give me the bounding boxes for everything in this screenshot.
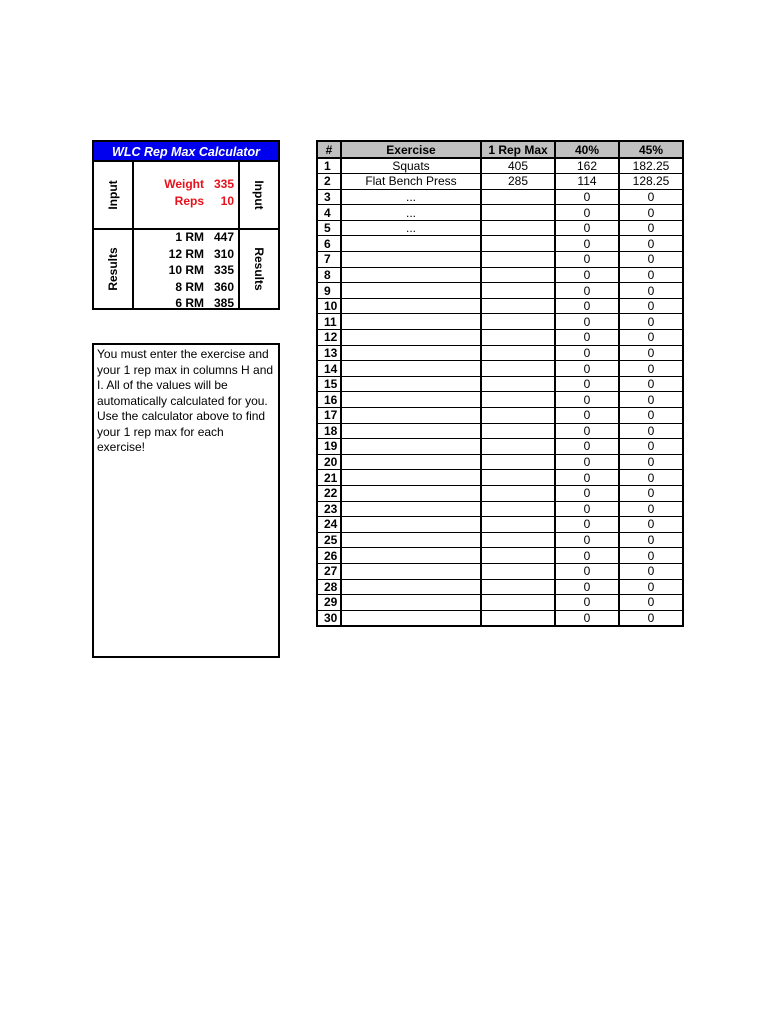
header-45-percent: 45% (619, 141, 683, 158)
row-number-cell: 12 (317, 330, 341, 346)
instructions-note: You must enter the exercise and your 1 rep max in columns H and I. All of the values will be automatically calculated for you. Use the calculator above to find your 1 rep max for each exercise! (92, 343, 280, 658)
percent-40-cell: 162 (555, 158, 619, 174)
one-rep-max-cell[interactable] (481, 189, 555, 205)
row-number-cell: 14 (317, 361, 341, 377)
percent-40-cell: 0 (555, 610, 619, 626)
one-rep-max-cell[interactable] (481, 345, 555, 361)
exercise-cell[interactable]: ... (341, 220, 481, 236)
row-number-cell: 27 (317, 563, 341, 579)
row-number-cell: 15 (317, 376, 341, 392)
results-side-right (238, 230, 278, 308)
one-rep-max-cell[interactable] (481, 392, 555, 408)
row-number-cell: 17 (317, 408, 341, 424)
exercise-cell[interactable] (341, 532, 481, 548)
percent-40-cell: 0 (555, 532, 619, 548)
result-row (134, 229, 238, 246)
one-rep-max-cell[interactable] (481, 408, 555, 424)
result-label: 10 RM (168, 263, 204, 277)
input-side-label-left: Input (106, 180, 120, 210)
exercise-cell[interactable] (341, 548, 481, 564)
exercise-cell[interactable] (341, 595, 481, 611)
exercise-cell[interactable] (341, 439, 481, 455)
one-rep-max-cell[interactable] (481, 517, 555, 533)
exercise-cell[interactable]: Flat Bench Press (341, 174, 481, 190)
table-row (317, 439, 683, 455)
table-body (317, 158, 683, 626)
table-row (317, 283, 683, 299)
exercise-cell[interactable] (341, 361, 481, 377)
table-row (317, 205, 683, 221)
percent-45-cell: 0 (619, 267, 683, 283)
table-row (317, 189, 683, 205)
one-rep-max-cell[interactable] (481, 283, 555, 299)
percent-40-cell: 0 (555, 595, 619, 611)
one-rep-max-cell[interactable] (481, 376, 555, 392)
exercise-cell[interactable] (341, 314, 481, 330)
percent-45-cell: 0 (619, 345, 683, 361)
percent-45-cell: 0 (619, 563, 683, 579)
row-number-cell: 24 (317, 517, 341, 533)
percent-40-cell: 0 (555, 298, 619, 314)
percent-45-cell: 0 (619, 376, 683, 392)
percent-45-cell: 0 (619, 408, 683, 424)
row-number-cell: 2 (317, 174, 341, 190)
percent-40-cell: 0 (555, 501, 619, 517)
table-row (317, 267, 683, 283)
percent-40-cell: 0 (555, 423, 619, 439)
exercise-cell[interactable] (341, 376, 481, 392)
one-rep-max-cell[interactable] (481, 548, 555, 564)
exercise-cell[interactable] (341, 236, 481, 252)
percent-45-cell: 0 (619, 314, 683, 330)
table-row (317, 361, 683, 377)
row-number-cell: 7 (317, 252, 341, 268)
percent-45-cell: 0 (619, 298, 683, 314)
result-rows (134, 229, 238, 312)
reps-label: Reps (174, 193, 204, 208)
row-number-cell: 22 (317, 485, 341, 501)
percent-40-cell: 0 (555, 563, 619, 579)
table-row (317, 345, 683, 361)
result-value: 360 (213, 279, 234, 294)
exercise-cell[interactable] (341, 454, 481, 470)
exercise-cell[interactable] (341, 345, 481, 361)
input-side-left (94, 162, 134, 228)
result-row (134, 295, 238, 312)
one-rep-max-cell[interactable] (481, 314, 555, 330)
percent-40-cell: 0 (555, 220, 619, 236)
one-rep-max-cell[interactable] (481, 298, 555, 314)
table-row (317, 408, 683, 424)
table-row (317, 174, 683, 190)
calculator-input-section (94, 162, 278, 230)
exercise-cell[interactable] (341, 485, 481, 501)
exercise-cell[interactable] (341, 408, 481, 424)
one-rep-max-cell[interactable] (481, 470, 555, 486)
percent-40-cell: 0 (555, 236, 619, 252)
exercise-cell[interactable]: Squats (341, 158, 481, 174)
row-number-cell: 13 (317, 345, 341, 361)
percent-40-cell: 0 (555, 205, 619, 221)
table-row (317, 610, 683, 626)
reps-row (134, 193, 238, 210)
percent-45-cell: 0 (619, 439, 683, 455)
result-value: 310 (213, 246, 234, 261)
result-row (134, 246, 238, 263)
header-number: # (317, 141, 341, 158)
table-row (317, 314, 683, 330)
one-rep-max-cell[interactable] (481, 267, 555, 283)
table-row (317, 252, 683, 268)
exercise-cell[interactable] (341, 423, 481, 439)
row-number-cell: 26 (317, 548, 341, 564)
exercise-cell[interactable] (341, 517, 481, 533)
result-label: 12 RM (168, 246, 204, 261)
one-rep-max-cell[interactable] (481, 236, 555, 252)
percent-45-cell: 182.25 (619, 158, 683, 174)
header-exercise: Exercise (341, 141, 481, 158)
results-side-label-right: Results (252, 247, 266, 291)
percent-40-cell: 0 (555, 189, 619, 205)
percent-45-cell: 0 (619, 610, 683, 626)
table-row (317, 158, 683, 174)
one-rep-max-cell[interactable] (481, 252, 555, 268)
row-number-cell: 25 (317, 532, 341, 548)
exercise-cell[interactable] (341, 298, 481, 314)
percent-40-cell: 0 (555, 345, 619, 361)
exercise-cell[interactable]: ... (341, 189, 481, 205)
row-number-cell: 30 (317, 610, 341, 626)
percent-45-cell: 0 (619, 220, 683, 236)
one-rep-max-cell[interactable] (481, 579, 555, 595)
row-number-cell: 16 (317, 392, 341, 408)
exercise-cell[interactable] (341, 392, 481, 408)
row-number-cell: 18 (317, 423, 341, 439)
table-row (317, 392, 683, 408)
exercise-cell[interactable] (341, 470, 481, 486)
percent-40-cell: 0 (555, 267, 619, 283)
percent-45-cell: 0 (619, 283, 683, 299)
weight-row (134, 176, 238, 193)
exercise-cell[interactable] (341, 252, 481, 268)
percent-45-cell: 0 (619, 548, 683, 564)
row-number-cell: 21 (317, 470, 341, 486)
percent-40-cell: 0 (555, 252, 619, 268)
percent-40-cell: 0 (555, 330, 619, 346)
table-row (317, 298, 683, 314)
input-side-right (238, 162, 278, 228)
result-value: 447 (213, 230, 234, 244)
percent-45-cell: 0 (619, 532, 683, 548)
table-row (317, 532, 683, 548)
reps-input[interactable]: 10 (220, 193, 234, 208)
percent-45-cell: 0 (619, 485, 683, 501)
exercise-cell[interactable] (341, 283, 481, 299)
row-number-cell: 20 (317, 454, 341, 470)
percent-40-cell: 0 (555, 548, 619, 564)
calculator-title: WLC Rep Max Calculator (94, 142, 278, 162)
table-row (317, 376, 683, 392)
row-number-cell: 6 (317, 236, 341, 252)
one-rep-max-cell[interactable] (481, 501, 555, 517)
percent-40-cell: 0 (555, 283, 619, 299)
row-number-cell: 1 (317, 158, 341, 174)
percent-40-cell: 0 (555, 517, 619, 533)
percent-45-cell: 0 (619, 454, 683, 470)
exercise-cell[interactable] (341, 267, 481, 283)
table-row (317, 330, 683, 346)
table-row (317, 517, 683, 533)
exercise-cell[interactable] (341, 563, 481, 579)
table-row (317, 220, 683, 236)
one-rep-max-cell[interactable]: 285 (481, 174, 555, 190)
percent-45-cell: 0 (619, 423, 683, 439)
row-number-cell: 5 (317, 220, 341, 236)
percent-45-cell: 0 (619, 236, 683, 252)
percent-40-cell: 0 (555, 454, 619, 470)
percent-45-cell: 0 (619, 579, 683, 595)
input-side-label-right: Input (252, 180, 266, 210)
result-label: 8 RM (175, 279, 204, 294)
row-number-cell: 29 (317, 595, 341, 611)
table-row (317, 595, 683, 611)
one-rep-max-cell[interactable] (481, 361, 555, 377)
table-row (317, 548, 683, 564)
table-row (317, 423, 683, 439)
rep-max-calculator (92, 140, 280, 310)
percent-45-cell: 0 (619, 205, 683, 221)
input-rows (134, 176, 238, 209)
table-row (317, 579, 683, 595)
one-rep-max-cell[interactable] (481, 610, 555, 626)
header-40-percent: 40% (555, 141, 619, 158)
percent-40-cell: 114 (555, 174, 619, 190)
row-number-cell: 3 (317, 189, 341, 205)
row-number-cell: 11 (317, 314, 341, 330)
result-label: 1 RM (175, 230, 204, 244)
table-row (317, 236, 683, 252)
result-row (134, 279, 238, 296)
exercise-cell[interactable] (341, 330, 481, 346)
one-rep-max-cell[interactable] (481, 485, 555, 501)
percent-40-cell: 0 (555, 579, 619, 595)
header-one-rep-max: 1 Rep Max (481, 141, 555, 158)
exercise-cell[interactable]: ... (341, 205, 481, 221)
row-number-cell: 10 (317, 298, 341, 314)
percent-40-cell: 0 (555, 376, 619, 392)
one-rep-max-cell[interactable] (481, 595, 555, 611)
one-rep-max-cell[interactable] (481, 423, 555, 439)
percent-45-cell: 0 (619, 595, 683, 611)
table-row (317, 501, 683, 517)
percent-45-cell: 0 (619, 517, 683, 533)
percent-40-cell: 0 (555, 439, 619, 455)
one-rep-max-cell[interactable] (481, 563, 555, 579)
exercise-cell[interactable] (341, 610, 481, 626)
calculator-results-section (94, 230, 278, 308)
percent-45-cell: 0 (619, 361, 683, 377)
exercise-cell[interactable] (341, 501, 481, 517)
one-rep-max-cell[interactable] (481, 330, 555, 346)
table-row (317, 454, 683, 470)
percent-45-cell: 0 (619, 189, 683, 205)
percent-40-cell: 0 (555, 485, 619, 501)
exercise-table (316, 140, 684, 627)
percent-45-cell: 0 (619, 501, 683, 517)
one-rep-max-cell[interactable] (481, 532, 555, 548)
weight-label: Weight (164, 177, 204, 191)
row-number-cell: 19 (317, 439, 341, 455)
one-rep-max-cell[interactable] (481, 205, 555, 221)
percent-40-cell: 0 (555, 314, 619, 330)
exercise-cell[interactable] (341, 579, 481, 595)
percent-45-cell: 128.25 (619, 174, 683, 190)
result-label: 6 RM (175, 296, 204, 310)
results-side-left (94, 230, 134, 308)
percent-40-cell: 0 (555, 392, 619, 408)
table-header-row (317, 141, 683, 158)
percent-40-cell: 0 (555, 408, 619, 424)
table-row (317, 470, 683, 486)
percent-40-cell: 0 (555, 470, 619, 486)
result-value: 385 (213, 296, 234, 310)
weight-input[interactable]: 335 (213, 177, 234, 191)
percent-45-cell: 0 (619, 330, 683, 346)
one-rep-max-cell[interactable]: 405 (481, 158, 555, 174)
one-rep-max-cell[interactable] (481, 220, 555, 236)
row-number-cell: 23 (317, 501, 341, 517)
row-number-cell: 4 (317, 205, 341, 221)
percent-45-cell: 0 (619, 470, 683, 486)
one-rep-max-cell[interactable] (481, 439, 555, 455)
table-row (317, 485, 683, 501)
result-value: 335 (213, 263, 234, 277)
results-side-label-left: Results (106, 247, 120, 291)
percent-45-cell: 0 (619, 392, 683, 408)
percent-40-cell: 0 (555, 361, 619, 377)
row-number-cell: 8 (317, 267, 341, 283)
table-row (317, 563, 683, 579)
one-rep-max-cell[interactable] (481, 454, 555, 470)
result-row (134, 262, 238, 279)
row-number-cell: 28 (317, 579, 341, 595)
row-number-cell: 9 (317, 283, 341, 299)
percent-45-cell: 0 (619, 252, 683, 268)
